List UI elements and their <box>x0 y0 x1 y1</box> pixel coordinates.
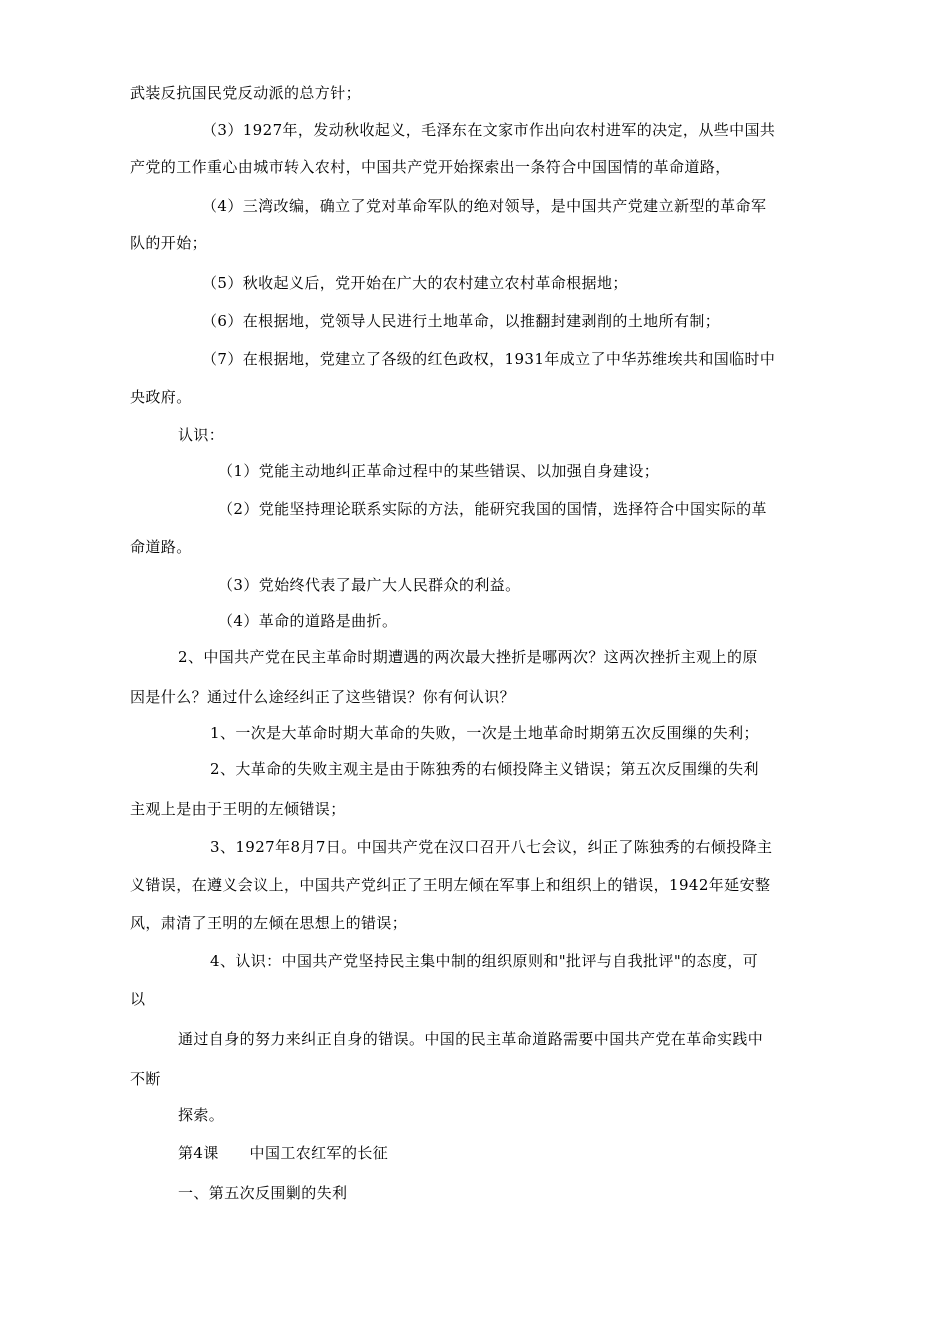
text-line: 风，肃清了王明的左倾在思想上的错误； <box>130 914 408 932</box>
question-line: 2、中国共产党在民主革命时期遭遇的两次最大挫折是哪两次？这两次挫折主观上的原 <box>178 648 758 666</box>
text-line: 义错误，在遵义会议上，中国共产党纠正了王明左倾在军事上和组织上的错误，1942年延安整 <box>130 876 771 894</box>
text-line: （6）在根据地，党领导人民进行土地革命，以推翻封建剥削的土地所有制； <box>202 312 721 330</box>
text-line: 主观上是由于王明的左倾错误； <box>130 800 346 818</box>
text-line: （4）三湾改编，确立了党对革命军队的绝对领导，是中国共产党建立新型的革命军 <box>202 197 767 215</box>
lesson-heading: 第4课 中国工农红军的长征 <box>178 1144 389 1162</box>
question-line: 因是什么？通过什么途经纠正了这些错误？你有何认识？ <box>130 688 516 706</box>
text-line: 命道路。 <box>130 538 192 556</box>
text-line: 队的开始； <box>130 234 208 252</box>
text-line: （3）党始终代表了最广大人民群众的利益。 <box>218 576 521 594</box>
text-line: 2、大革命的失败主观主是由于陈独秀的右倾投降主义错误；第五次反围缫的失利 <box>210 760 759 778</box>
text-line: 探索。 <box>178 1106 225 1124</box>
text-line: 通过自身的努力来纠正自身的错误。中国的民主革命道路需要中国共产党在革命实践中 <box>178 1030 764 1048</box>
text-line: 央政府。 <box>130 388 192 406</box>
text-line: （3）1927年，发动秋收起义，毛泽东在文家市作出向农村进军的决定，从些中国共 <box>202 121 776 139</box>
text-line: （2）党能坚持理论联系实际的方法，能研究我国的国情，选择符合中国实际的革 <box>218 500 767 518</box>
text-line: （5）秋收起义后，党开始在广大的农村建立农村革命根据地； <box>202 274 628 292</box>
text-line: 以 <box>130 990 146 1008</box>
text-line: 产党的工作重心由城市转入农村，中国共产党开始探索出一条符合中国国情的革命道路， <box>130 158 731 176</box>
text-line: 1、一次是大革命时期大革命的失败，一次是土地革命时期第五次反围缫的失利； <box>210 724 759 742</box>
text-line: （1）党能主动地纠正革命过程中的某些错误、以加强自身建设； <box>218 462 660 480</box>
text-line: 不断 <box>130 1070 161 1088</box>
text-line: （7）在根据地，党建立了各级的红色政权，1931年成立了中华苏维埃共和国临时中 <box>202 350 776 368</box>
section-heading: 一、第五次反围剿的失利 <box>178 1184 348 1202</box>
text-line: 3、1927年8月7日。中国共产党在汉口召开八七会议，纠正了陈独秀的右倾投降主 <box>210 838 773 856</box>
section-label: 认识： <box>178 426 225 444</box>
text-line: （4）革命的道路是曲折。 <box>218 612 398 630</box>
text-line: 4、认识：中国共产党坚持民主集中制的组织原则和"批评与自我批评"的态度，可 <box>210 952 759 970</box>
text-line: 武装反抗国民党反动派的总方针； <box>130 84 362 102</box>
